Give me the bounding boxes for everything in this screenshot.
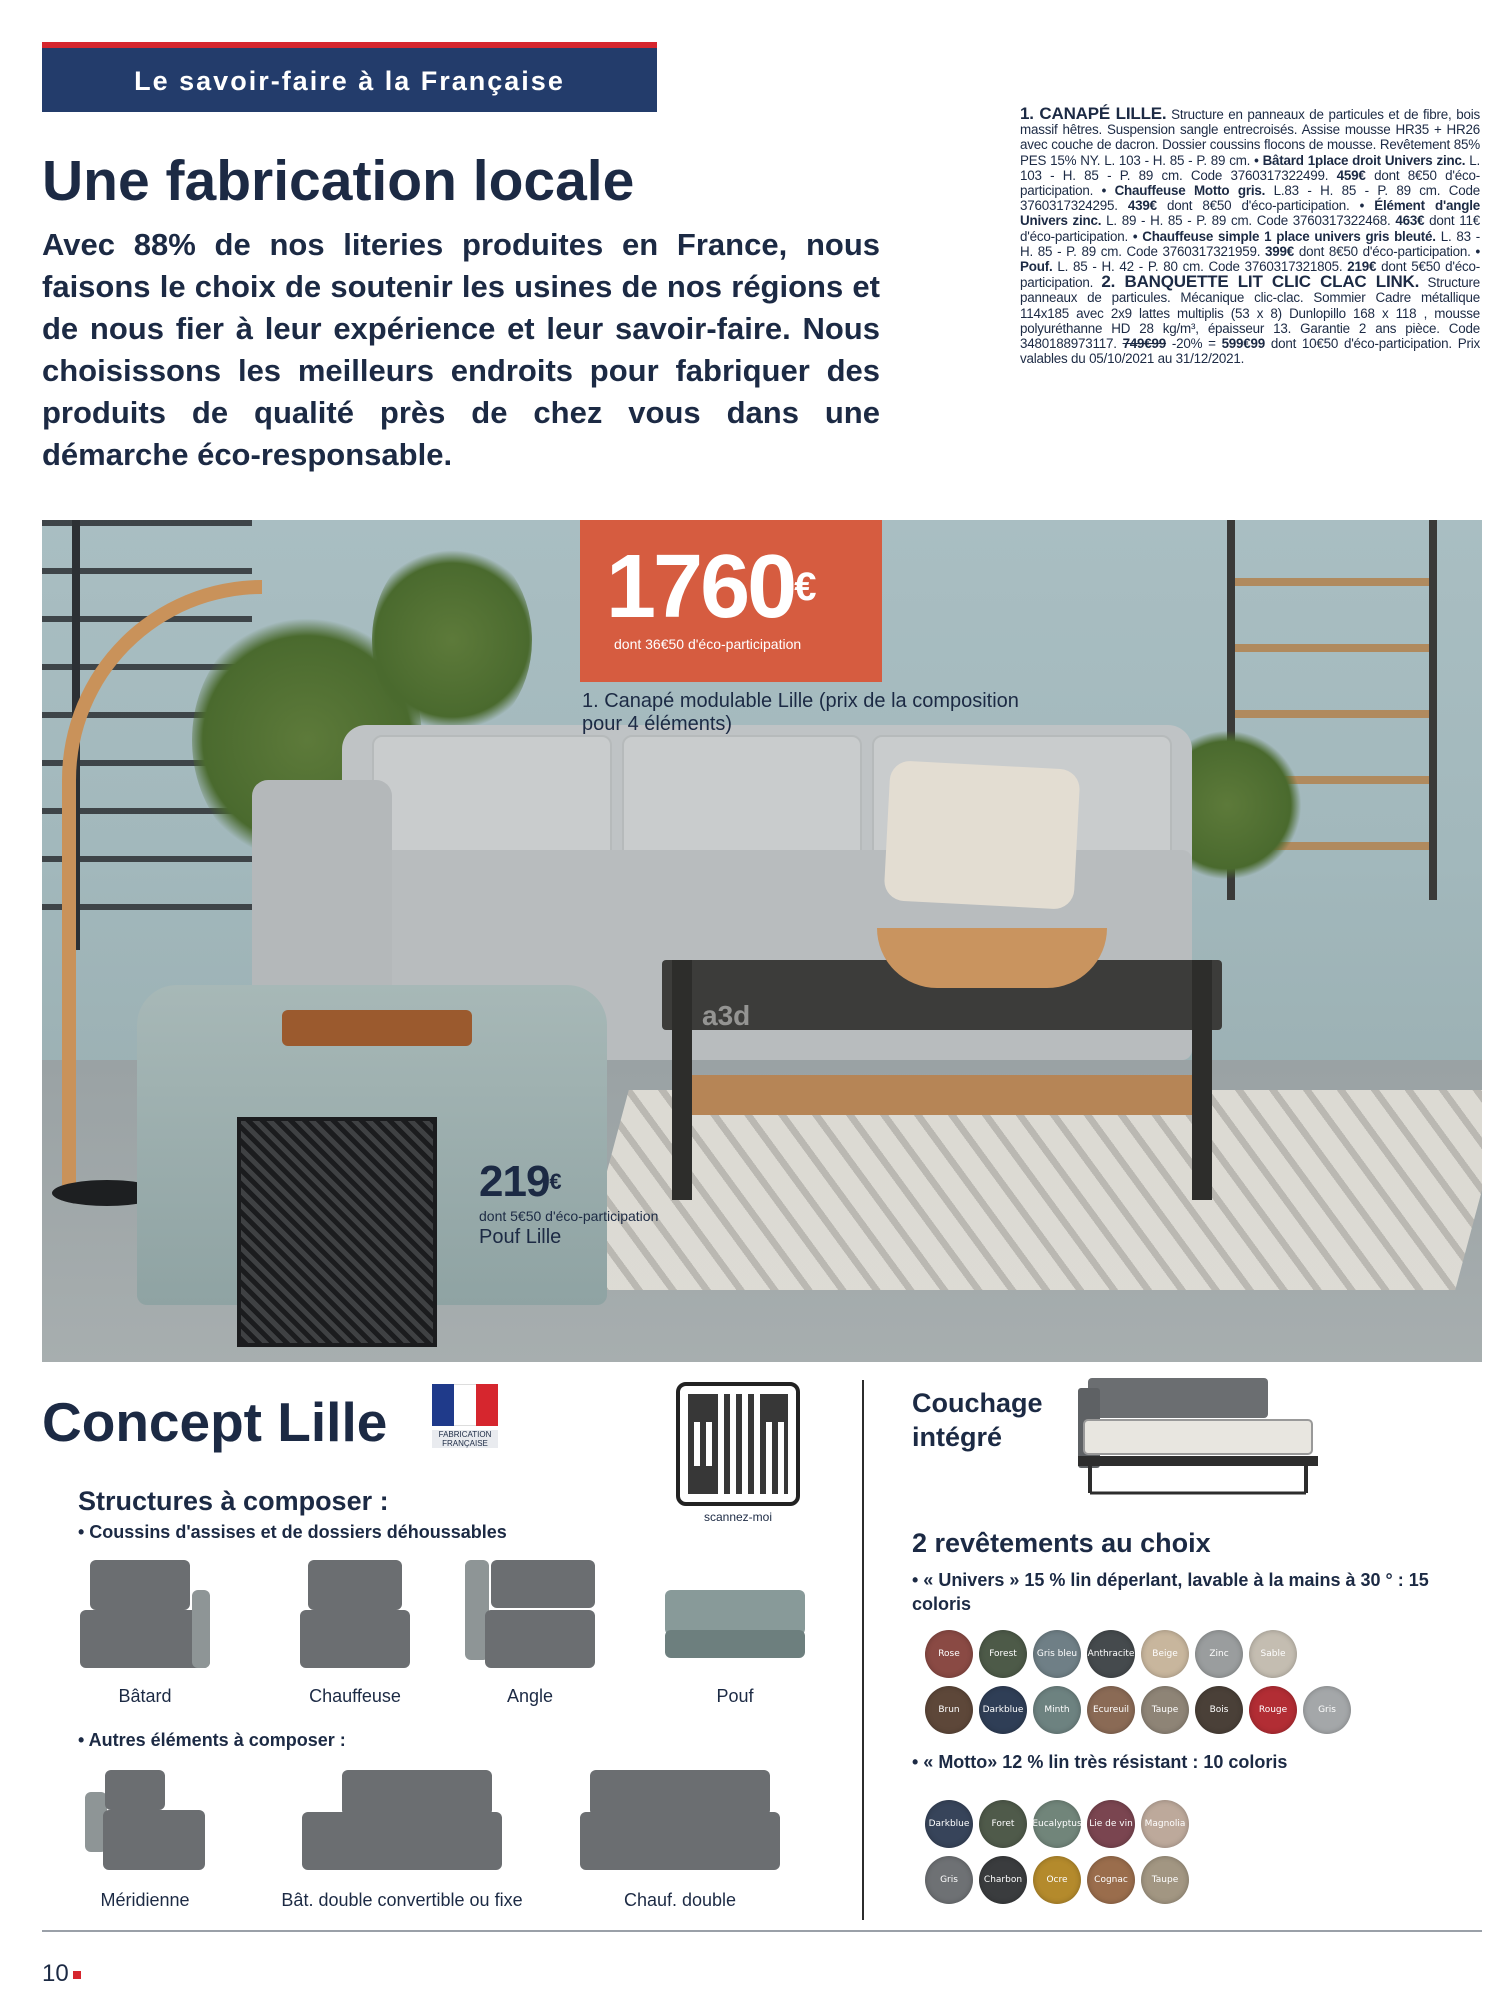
color-swatch[interactable]: Gris	[925, 1856, 973, 1904]
watermark: a3d	[702, 1000, 751, 1031]
color-swatch[interactable]: Foret	[979, 1800, 1027, 1848]
color-swatch[interactable]: Rouge	[1249, 1686, 1297, 1734]
piece-chauffeuse-double	[575, 1770, 785, 1911]
chauffeuse-icon	[300, 1560, 410, 1668]
plant-back	[372, 540, 532, 740]
price-pouf-name: Pouf Lille	[479, 1226, 562, 1248]
batard-double-icon	[302, 1770, 502, 1870]
color-swatch[interactable]: Taupe	[1141, 1856, 1189, 1904]
coffee-table-shelf	[682, 1075, 1202, 1115]
color-swatch[interactable]: Magnolia	[1141, 1800, 1189, 1848]
color-swatch[interactable]: Anthracite	[1087, 1630, 1135, 1678]
wooden-bowl	[877, 928, 1107, 988]
qr-code[interactable]	[676, 1382, 800, 1506]
color-swatch[interactable]: Sable	[1249, 1630, 1297, 1678]
meridienne-icon	[85, 1770, 205, 1870]
piece-chauffeuse	[280, 1560, 430, 1707]
color-swatch[interactable]: Bois	[1195, 1686, 1243, 1734]
color-swatch[interactable]: Forest	[979, 1630, 1027, 1678]
color-swatch[interactable]: Rose	[925, 1630, 973, 1678]
piece-label: Chauf. double	[623, 1890, 737, 1910]
section-divider	[862, 1380, 864, 1920]
footer-rule	[42, 1930, 1482, 1932]
color-swatch[interactable]: Cognac	[1087, 1856, 1135, 1904]
price-pouf-value: 219€	[479, 1157, 561, 1206]
banner-text: Le savoir-faire à la Française	[134, 66, 565, 96]
piece-label: Pouf	[716, 1686, 754, 1706]
color-swatch[interactable]: Brun	[925, 1686, 973, 1734]
price-sofa-value: 1760€	[606, 537, 814, 637]
batard-icon	[80, 1560, 210, 1668]
header-banner	[42, 42, 657, 112]
hero-photo	[42, 520, 1482, 1362]
piece-label: Méridienne	[100, 1890, 190, 1910]
piece-batard-double	[262, 1770, 542, 1911]
color-swatch[interactable]: Charbon	[979, 1856, 1027, 1904]
banner-red-top	[42, 42, 657, 48]
chauffeuse-double-icon	[580, 1770, 780, 1870]
structures-note: • Coussins d'assises et de dossiers déhoussables	[78, 1522, 507, 1542]
flag-label: FABRICATION FRANÇAISE	[432, 1430, 498, 1448]
color-swatch[interactable]: Ocre	[1033, 1856, 1081, 1904]
page-headline: Une fabrication locale	[42, 149, 635, 213]
color-swatch[interactable]: Gris	[1303, 1686, 1351, 1734]
concept-title: Concept Lille	[42, 1391, 388, 1453]
color-swatch[interactable]: Lie de vin	[1087, 1800, 1135, 1848]
piece-label: Bâtard	[118, 1686, 172, 1706]
sofa-bed-icon	[1078, 1378, 1318, 1508]
french-flag-icon	[432, 1384, 498, 1426]
motto-swatches-row-2	[925, 1856, 1189, 1904]
sofa-caption: 1. Canapé modulable Lille (prix de la composition pour 4 éléments)	[582, 690, 1019, 735]
piece-pouf	[660, 1560, 810, 1707]
univers-swatches-row-1	[925, 1630, 1297, 1678]
price-tag-sofa	[580, 520, 882, 682]
univers-swatches-row-2	[925, 1686, 1351, 1734]
structures-title: Structures à composer :	[78, 1486, 389, 1516]
color-swatch[interactable]: Darkblue	[925, 1800, 973, 1848]
price-tag-pouf	[479, 1157, 679, 1249]
page-number: 10	[42, 1960, 81, 1988]
piece-meridienne	[70, 1770, 220, 1911]
rug	[575, 1090, 1482, 1290]
color-swatch[interactable]: Taupe	[1141, 1686, 1189, 1734]
piece-label: Angle	[506, 1686, 554, 1706]
intro-paragraph: Avec 88% de nos literies produites en France, nous faisons le choix de soutenir les usines de nos régions et de nous fier à leur expérience et leur savoir-faire. Nous choisissons les meilleurs endroits pour fabriquer des produits de qualité près de chez vous dans une démarche éco-responsable.	[42, 227, 880, 472]
color-swatch[interactable]: Darkblue	[979, 1686, 1027, 1734]
color-swatch[interactable]: Zinc	[1195, 1630, 1243, 1678]
color-swatch[interactable]: Minth	[1033, 1686, 1081, 1734]
piece-label: Chauffeuse	[309, 1686, 401, 1706]
wooden-tray	[282, 1010, 472, 1046]
price-pouf-eco: dont 5€50 d'éco-participation	[479, 1208, 659, 1224]
motto-swatches-row-1	[925, 1800, 1189, 1848]
revetements-title: 2 revêtements au choix	[912, 1528, 1211, 1558]
other-elements-title: • Autres éléments à composer :	[78, 1730, 346, 1750]
qr-label: scannez-moi	[703, 1510, 773, 1524]
decorative-pillow	[883, 760, 1080, 910]
price-sofa-eco: dont 36€50 d'éco-participation	[614, 636, 802, 652]
piece-label: Bât. double convertible ou fixe	[281, 1890, 523, 1910]
motto-line: • « Motto» 12 % lin très résistant : 10 coloris	[912, 1752, 1288, 1772]
piece-batard	[70, 1560, 220, 1707]
color-swatch[interactable]: Ecureuil	[1087, 1686, 1135, 1734]
magazine-rack	[237, 1117, 437, 1347]
univers-line: • « Univers » 15 % lin déperlant, lavable à la mains à 30 ° : 15 coloris	[912, 1570, 1429, 1614]
couchage-label: Couchage intégré	[912, 1388, 1043, 1452]
coffee-table-leg	[1192, 960, 1212, 1200]
pouf-icon	[665, 1560, 805, 1668]
color-swatch[interactable]: Gris bleu	[1033, 1630, 1081, 1678]
color-swatch[interactable]: Beige	[1141, 1630, 1189, 1678]
piece-angle	[455, 1560, 605, 1707]
color-swatch[interactable]: Eucalyptus	[1033, 1800, 1081, 1848]
legal-text: 1. CANAPÉ LILLE. Structure en panneaux de particules et de fibre, bois massif hêtres. Suspension sangle entrecroisés. Assise mousse HR35 + HR26 avec couche de dacron. Dossier coussins flocons de mousse. Revêtement 85% PES 15% NY. L. 103 - H. 85 - P. 89 cm. • Bâtard 1place droit Univers zinc. L. 103 - H. 85 - P. 89 cm. Code 3760317322499. 459€ dont 8€50 d'éco-participation. • Chauffeuse Motto gris. L.83 - H. 85 - P. 89 cm. Code 3760317324295. 439€ dont 8€50 d'éco-participation. • Élément d'angle Univers zinc. L. 89 - H. 85 - P. 89 cm. Code 3760317322468. 463€ dont 11€ d'éco-participation. • Chauffeuse simple 1 place univers gris bleuté. L. 83 - H. 85 - P. 89 cm. Code 3760317321959. 399€ dont 8€50 d'éco-participation. • Pouf. L. 85 - H. 42 - P. 80 cm. Code 3760317321805. 219€ dont 5€50 d'éco-participation. 2. BANQUETTE LIT CLIC CLAC LINK. Structure panneaux de particules. Mécanique clic-clac. Sommier Cadre métallique 114x185 avec 2x9 lattes multiplis (53 x 8) Dunlopillo 168 x 118 , mousse polyuréthanne HD 28 kg/m³, épaisseur 13. Garantie 2 ans pièce. Code 3480188973117. 749€99 -20% = 599€99 dont 10€50 d'éco-participation. Prix valables du 05/10/2021 au 31/12/2021.	[1020, 104, 1480, 367]
angle-icon	[465, 1560, 595, 1668]
